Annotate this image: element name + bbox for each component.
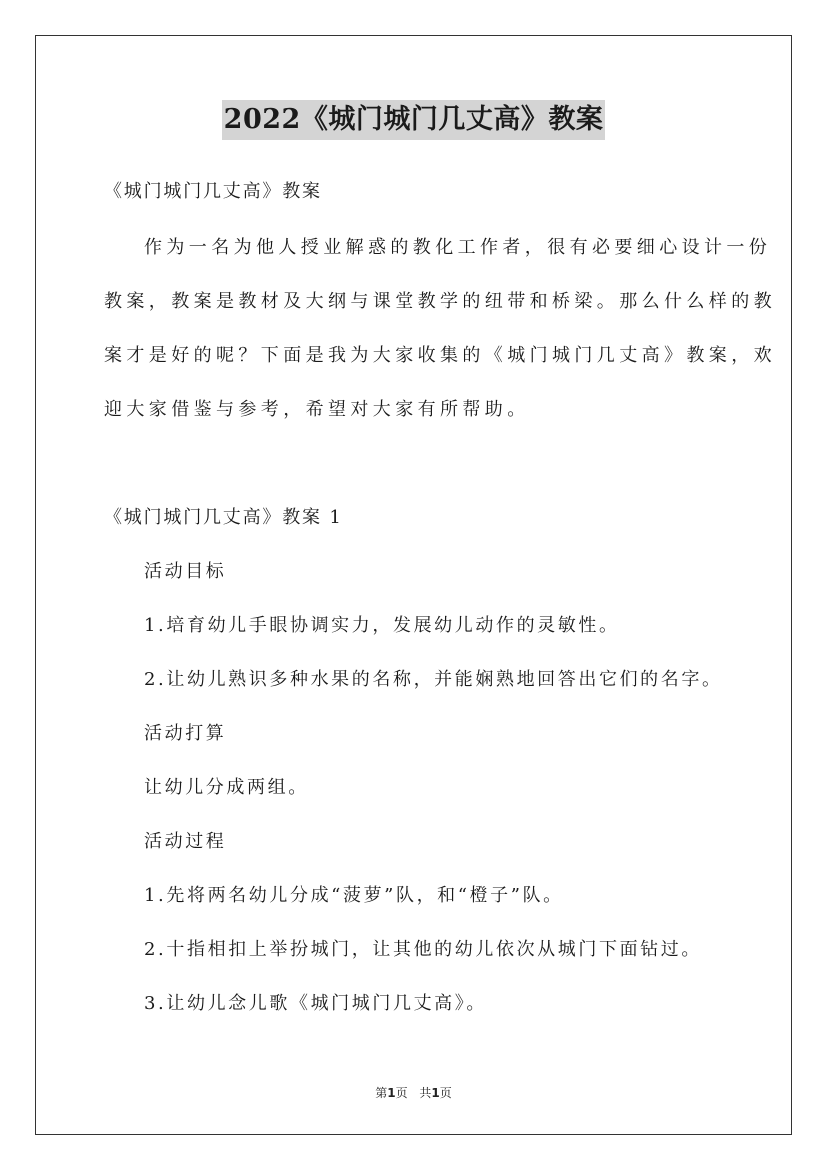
total-pages-number: 1	[431, 1086, 440, 1100]
total-label-suffix: 页	[439, 1086, 452, 1100]
section-heading: 《城门城门几丈高》教案 1	[104, 507, 343, 528]
list-item: 2.让幼儿熟识多种水果的名称，并能娴熟地回答出它们的名字。	[144, 669, 723, 690]
page-number: 1	[387, 1086, 396, 1100]
page-indicator	[375, 1086, 407, 1100]
page-label-suffix: 页	[395, 1086, 408, 1100]
list-item: 活动目标	[144, 561, 227, 582]
list-item: 让幼儿分成两组。	[144, 777, 309, 798]
intro-line-1: 作为一名为他人授业解惑的教化工作者，很有必要细心设计一份	[144, 237, 772, 258]
document-title: 2022《城门城门几丈高》教案	[222, 100, 606, 140]
list-item: 活动打算	[144, 723, 227, 744]
document-subtitle: 《城门城门几丈高》教案	[104, 181, 322, 202]
list-item: 2.十指相扣上举扮城门，让其他的幼儿依次从城门下面钻过。	[144, 939, 702, 960]
list-item: 3.让幼儿念儿歌《城门城门几丈高》。	[144, 993, 487, 1014]
list-item: 1.先将两名幼儿分成“菠萝”队，和“橙子”队。	[144, 885, 564, 906]
list-item: 活动过程	[144, 831, 227, 852]
list-item: 1.培育幼儿手眼协调实力，发展幼儿动作的灵敏性。	[144, 615, 620, 636]
intro-line-3: 案才是好的呢？下面是我为大家收集的《城门城门几丈高》教案，欢	[104, 345, 776, 366]
intro-line-4: 迎大家借鉴与参考，希望对大家有所帮助。	[104, 399, 530, 420]
intro-line-2: 教案，教案是教材及大纲与课堂教学的纽带和桥梁。那么什么样的教	[104, 291, 776, 312]
page-label-prefix: 第	[375, 1086, 388, 1100]
title-container	[0, 100, 827, 140]
page-footer	[0, 1084, 827, 1101]
total-label-prefix: 共	[419, 1086, 432, 1100]
total-pages-indicator	[419, 1086, 451, 1100]
